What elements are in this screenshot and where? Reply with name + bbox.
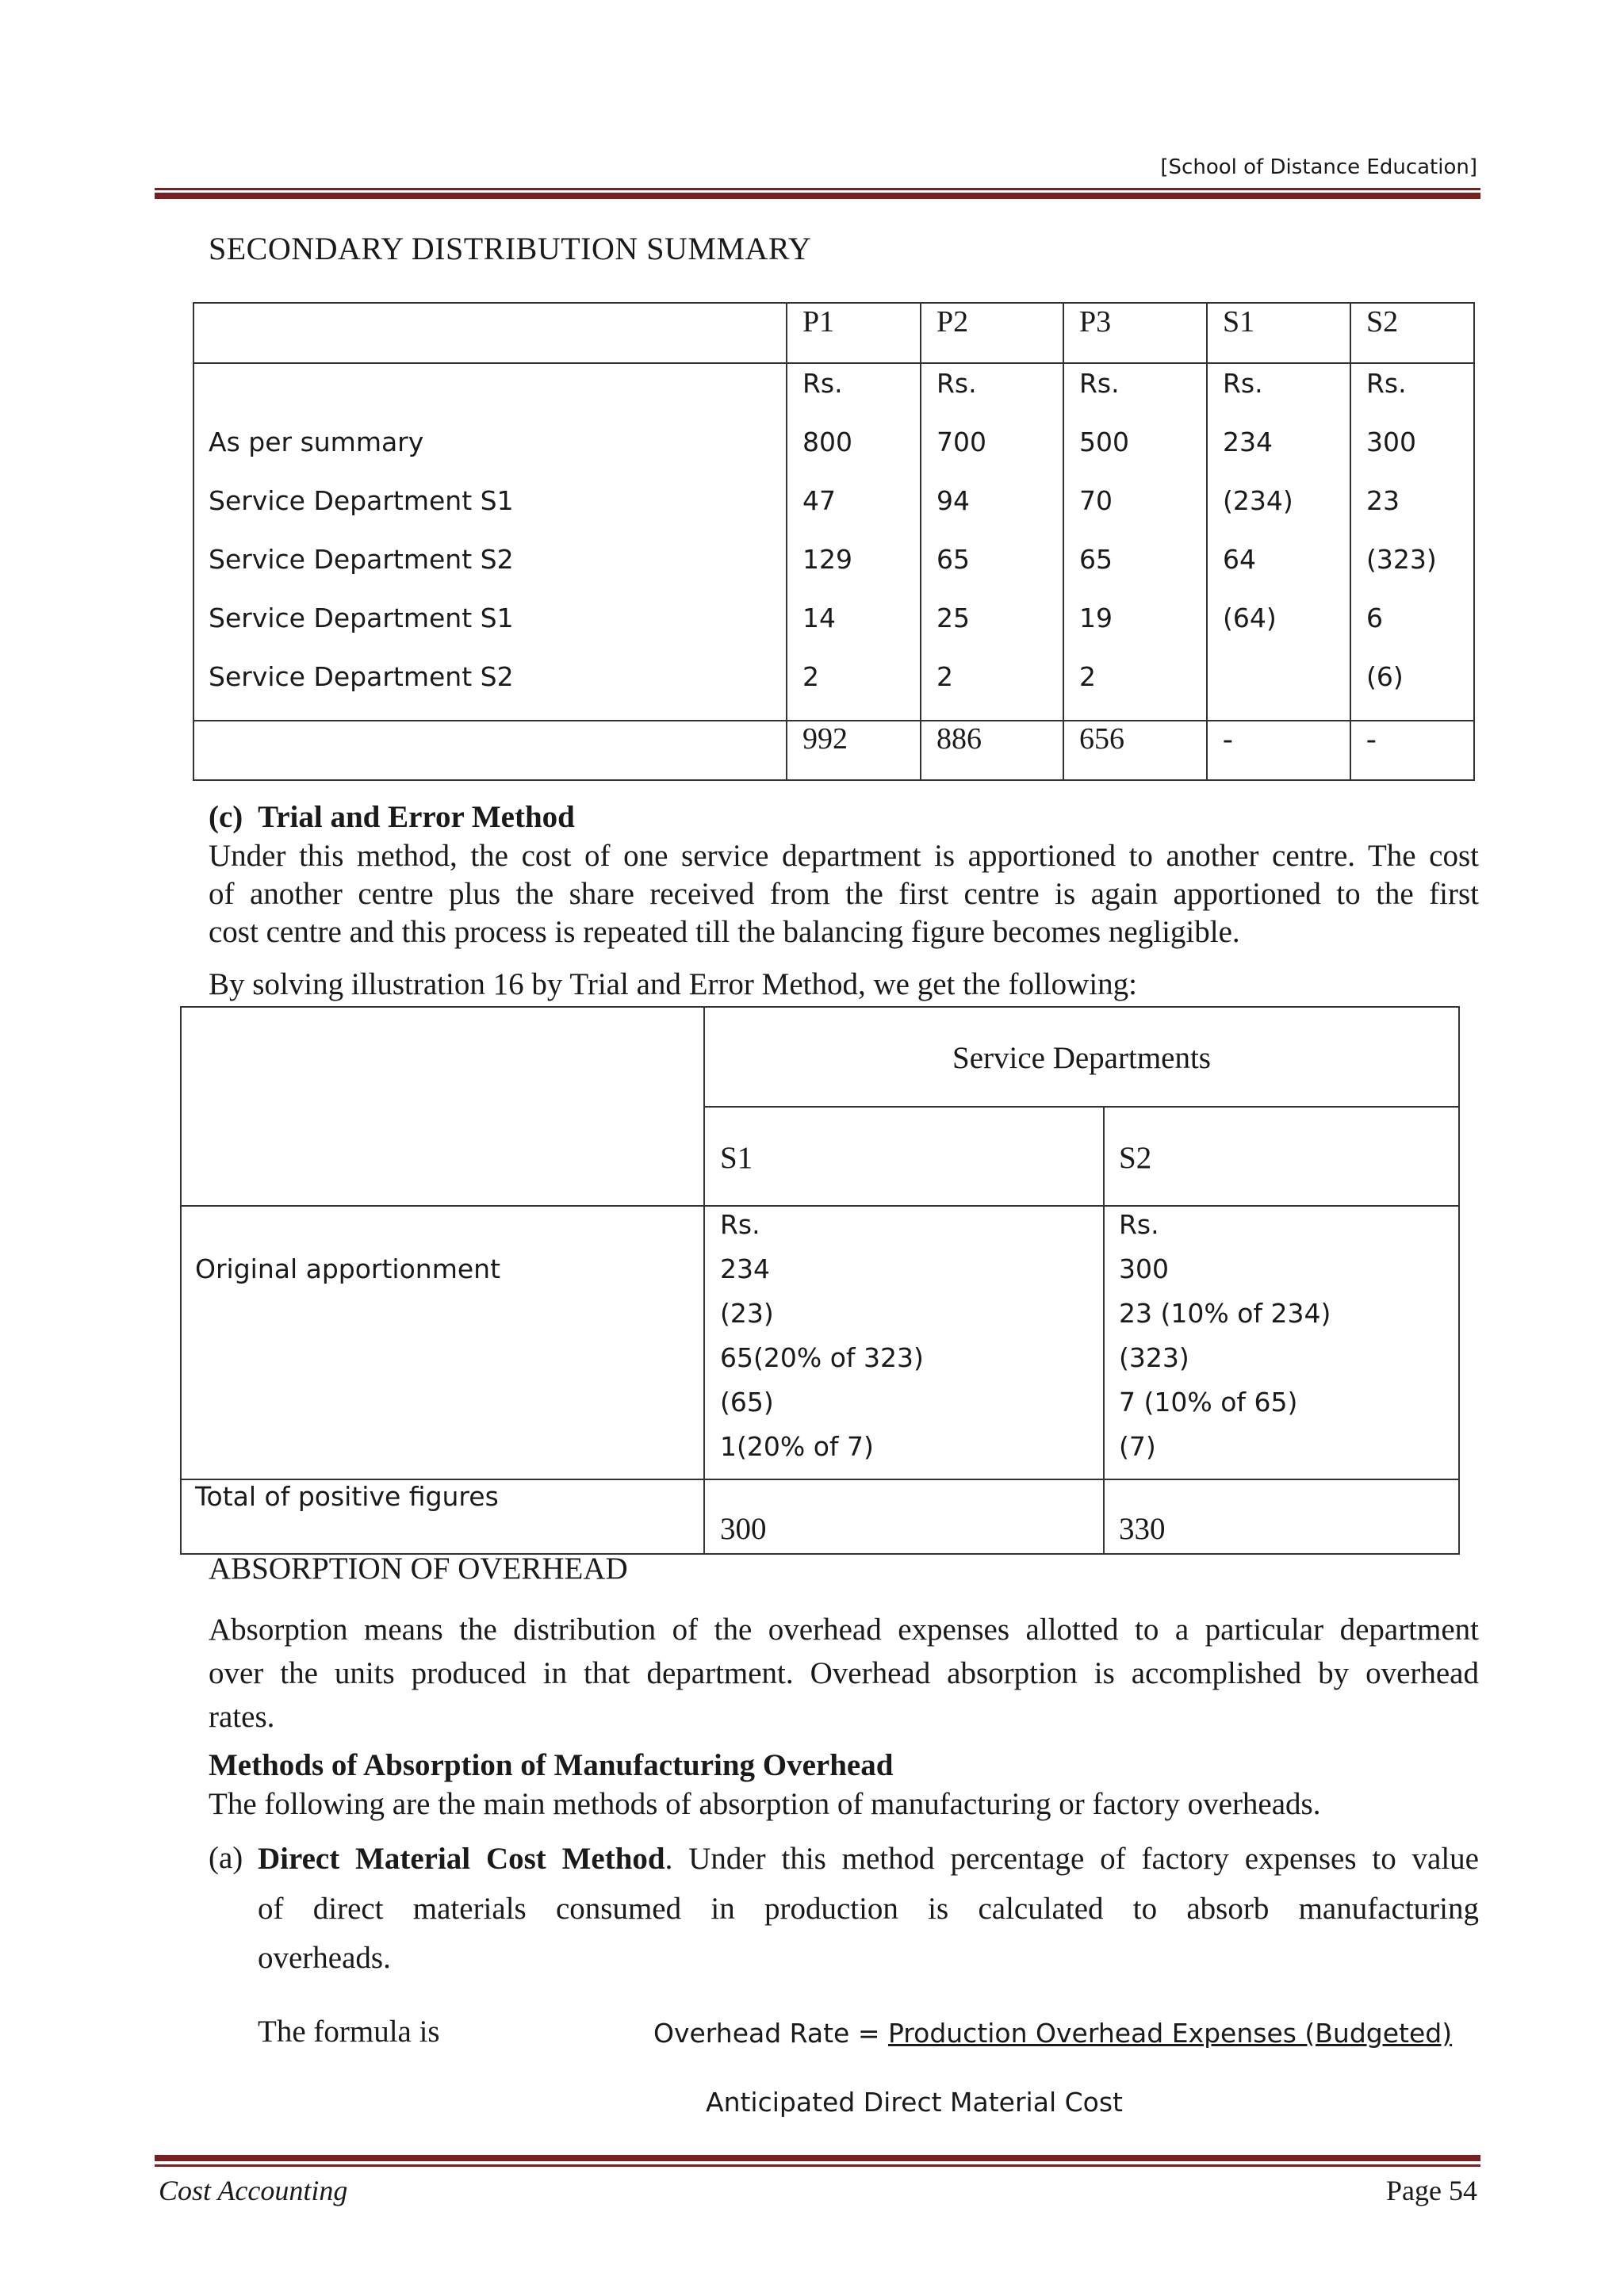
table-rule [786, 302, 787, 781]
row-label: Service Department S2 [209, 661, 514, 692]
row-label: Original apportionment [195, 1253, 501, 1284]
table-rule [1206, 302, 1208, 781]
table-cell: 19 [1079, 603, 1113, 633]
item-bold: Direct Material Cost Method [258, 1842, 665, 1876]
group-header: Service Departments [952, 1041, 1211, 1075]
heading-marker: (c) [209, 800, 243, 834]
col-header-s1: S1 [1223, 305, 1255, 339]
col-header-s1: S1 [720, 1141, 753, 1175]
s1-line: (65) [720, 1387, 774, 1418]
row-label: Service Department S2 [209, 544, 514, 575]
table-cell: 65 [936, 544, 970, 575]
row-label: Service Department S1 [209, 603, 514, 633]
s2-line: (7) [1119, 1431, 1156, 1462]
item-text: . Under this method percentage of factory expenses to value [665, 1842, 1479, 1876]
footer-rule-thick [155, 2155, 1480, 2161]
table-cell: 700 [936, 427, 986, 457]
table-cell: 234 [1223, 427, 1273, 457]
s1-line: 1(20% of 7) [720, 1431, 874, 1462]
total-cell: 300 [720, 1512, 767, 1546]
table-cell: 47 [802, 485, 836, 516]
total-cell: - [1366, 722, 1377, 756]
col-header-p2: P2 [936, 305, 969, 339]
absorption-para-line: rates. [209, 1700, 275, 1734]
formula-numerator: Production Overhead Expenses (Budgeted) [887, 2018, 1453, 2049]
item-line: of direct materials consumed in production is calculated to absorb manufacturing [258, 1892, 1479, 1926]
header-institution: [School of Distance Education] [1160, 155, 1477, 179]
total-label: Total of positive figures [195, 1481, 499, 1512]
s2-line: 23 (10% of 234) [1119, 1298, 1331, 1329]
trial-error-para-line: Under this method, the cost of one service department is apportioned to another centre. The cost [209, 839, 1479, 873]
table-rule [193, 362, 1475, 364]
table-cell: 64 [1223, 544, 1256, 575]
s1-line: (23) [720, 1298, 774, 1329]
header-rule-thick [155, 193, 1480, 199]
item-line: overheads. [258, 1941, 391, 1975]
table-rule [920, 302, 921, 781]
table-cell: 6 [1366, 603, 1383, 633]
methods-heading: Methods of Absorption of Manufacturing Overhead [209, 1748, 894, 1782]
trial-error-intro: By solving illustration 16 by Trial and Error Method, we get the following: [209, 967, 1137, 1001]
col-header-p1: P1 [802, 305, 835, 339]
s2-line: 300 [1119, 1253, 1169, 1284]
table-rule [1350, 302, 1351, 781]
total-cell: 992 [802, 722, 848, 756]
footer-page-number: Page 54 [1386, 2175, 1477, 2206]
table-cell: 800 [802, 427, 852, 457]
footer-rule-thin [155, 2164, 1480, 2167]
formula-lead: The formula is [258, 2015, 440, 2049]
table-cell: (323) [1366, 544, 1437, 575]
table-rule [1103, 1106, 1105, 1555]
table-rule [703, 1006, 705, 1555]
table-cell: (234) [1223, 485, 1293, 516]
item-marker: (a) [209, 1841, 243, 1875]
table-cell: (64) [1223, 603, 1277, 633]
formula-line [653, 2018, 1452, 2049]
total-cell: - [1223, 722, 1233, 756]
absorption-para-line: over the units produced in that department. Overhead absorption is accomplished by overhead [209, 1656, 1479, 1690]
table-rule [703, 1106, 1460, 1108]
s1-line: 234 [720, 1253, 770, 1284]
col-header-p3: P3 [1079, 305, 1112, 339]
col-header-s2: S2 [1119, 1141, 1152, 1175]
table-cell: 2 [802, 661, 819, 692]
trial-error-para-line: cost centre and this process is repeated till the balancing figure becomes negligible. [209, 915, 1240, 949]
methods-intro: The following are the main methods of absorption of manufacturing or factory overheads. [209, 1787, 1321, 1821]
absorption-title: ABSORPTION OF OVERHEAD [209, 1552, 628, 1586]
secondary-summary-title: SECONDARY DISTRIBUTION SUMMARY [209, 231, 812, 266]
total-cell: 886 [936, 722, 982, 756]
table-cell: 500 [1079, 427, 1129, 457]
header-rule-thin [155, 188, 1480, 190]
heading-text: Trial and Error Method [258, 800, 575, 834]
total-cell: 656 [1079, 722, 1124, 756]
formula-prefix: Overhead Rate = [653, 2018, 888, 2049]
currency-label: Rs. [1223, 368, 1263, 399]
s2-line: 7 (10% of 65) [1119, 1387, 1298, 1418]
table-cell: 70 [1079, 485, 1113, 516]
trial-error-heading [209, 799, 575, 835]
s2-line: (323) [1119, 1342, 1189, 1373]
formula-denominator: Anticipated Direct Material Cost [706, 2087, 1123, 2118]
s1-line: 65(20% of 323) [720, 1342, 924, 1373]
table-cell: 25 [936, 603, 970, 633]
footer-course: Cost Accounting [159, 2175, 348, 2206]
currency-label: Rs. [802, 368, 843, 399]
table-cell: 23 [1366, 485, 1400, 516]
currency-label: Rs. [1079, 368, 1120, 399]
table-cell: 65 [1079, 544, 1113, 575]
row-label: As per summary [209, 427, 424, 457]
col-header-s2: S2 [1366, 305, 1399, 339]
table-cell: 2 [1079, 661, 1096, 692]
trial-error-para-line: of another centre plus the share received from the first centre is again apportioned to the first [209, 877, 1479, 911]
total-cell: 330 [1119, 1512, 1166, 1546]
currency-label: Rs. [1366, 368, 1407, 399]
table-cell: 129 [802, 544, 852, 575]
table-rule [1063, 302, 1064, 781]
table-rule [180, 1479, 1460, 1480]
s1-line: Rs. [720, 1209, 760, 1240]
item-line [258, 1840, 1479, 1878]
table-cell: (6) [1366, 661, 1404, 692]
row-label: Service Department S1 [209, 485, 514, 516]
table-cell: 2 [936, 661, 953, 692]
table-cell: 14 [802, 603, 836, 633]
table-cell: 94 [936, 485, 970, 516]
table-cell: 300 [1366, 427, 1416, 457]
s2-line: Rs. [1119, 1209, 1159, 1240]
absorption-para-line: Absorption means the distribution of the overhead expenses allotted to a particular department [209, 1613, 1479, 1647]
table-rule [180, 1205, 1460, 1207]
currency-label: Rs. [936, 368, 977, 399]
